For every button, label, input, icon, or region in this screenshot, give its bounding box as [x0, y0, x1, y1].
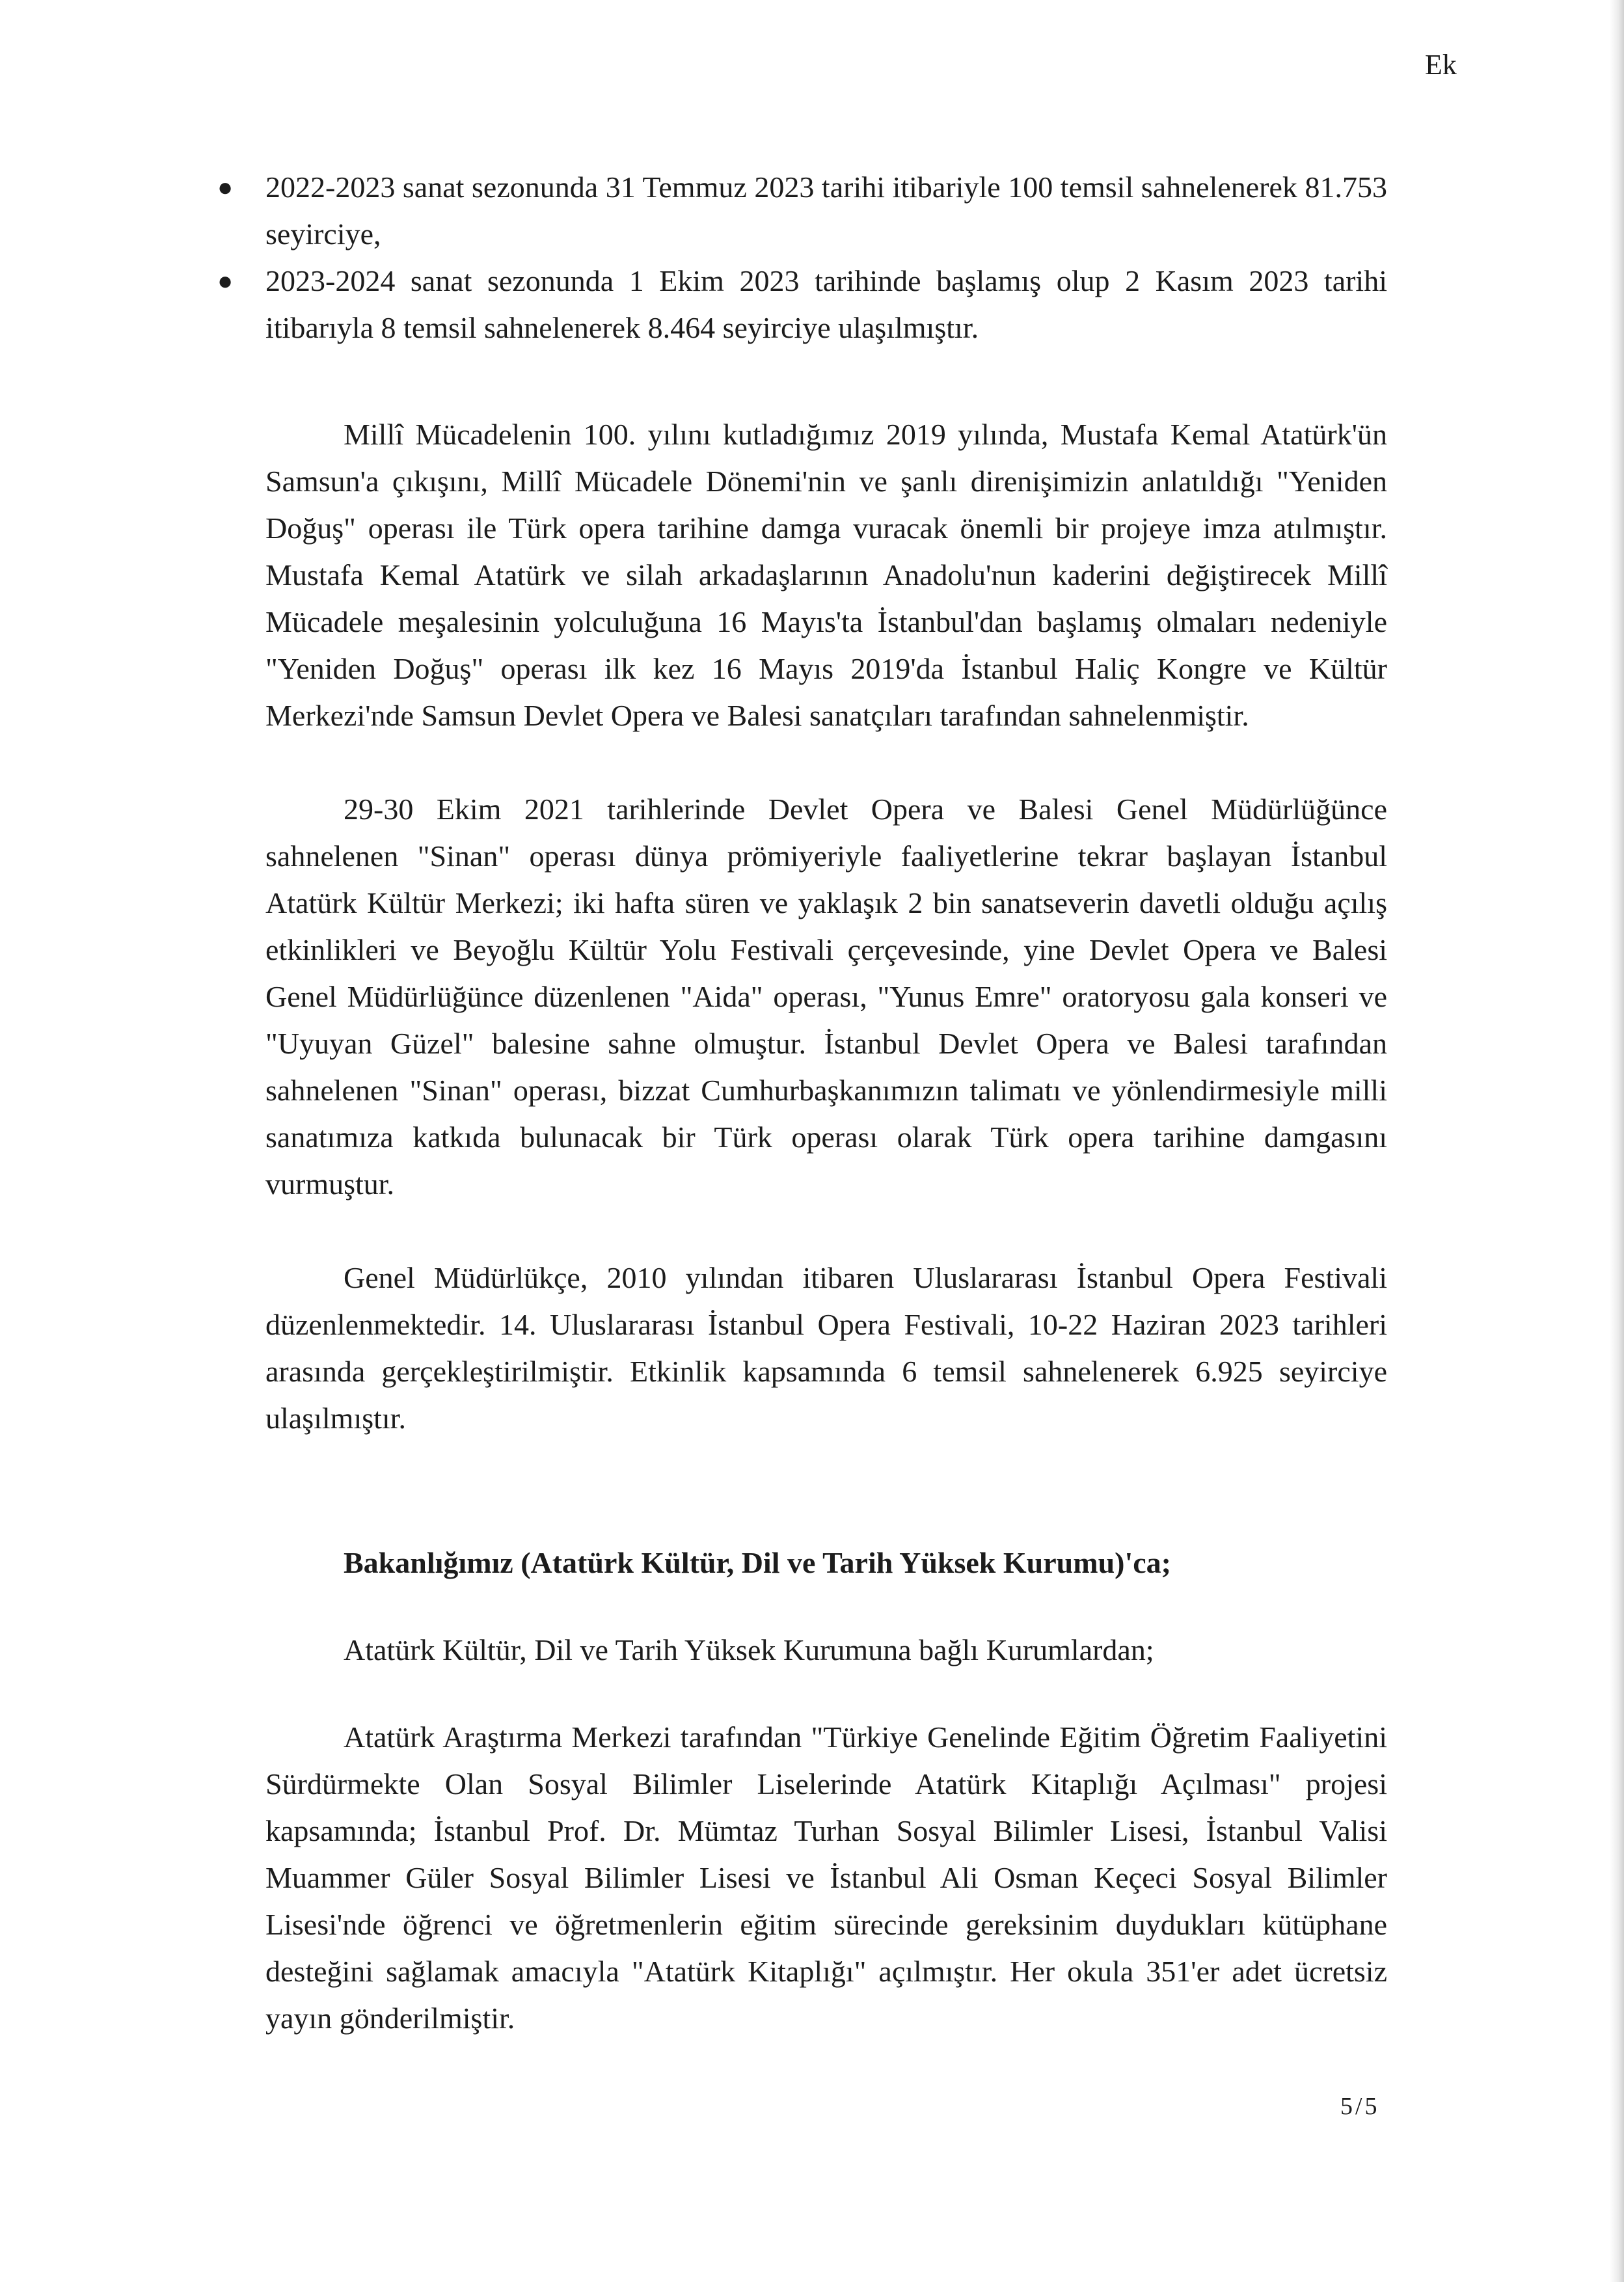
paragraph-yeniden-dogus: Millî Mücadelenin 100. yılını kutladığımız 2019 yılında, Mustafa Kemal Atatürk'ün Samsun'a çıkışını, Millî Mücadele Dönemi'nin ve şanlı direnişimizin anlatıldığı "Yeniden Doğuş" operası ile Türk opera tarihine damga vuracak önemli bir projeye imza atılmıştır. Mustafa Kemal Atatürk ve silah arkadaşlarının Anadolu'nun kaderini değiştirecek Millî Mücadele meşalesinin yolculuğuna 16 Mayıs'ta İstanbul'dan başlamış olmaları nedeniyle "Yeniden Doğuş" operası ilk kez 16 Mayıs 2019'da İstanbul Haliç Kongre ve Kültür Merkezi'nde Samsun Devlet Opera ve Balesi sanatçıları tarafından sahnelenmiştir.	[265, 418, 1387, 732]
paragraph-sinan: 29-30 Ekim 2021 tarihlerinde Devlet Opera ve Balesi Genel Müdürlüğünce sahnelenen "Sinan" operası dünya prömiyeriyle faaliyetlerine tekrar başlayan İstanbul Atatürk Kültür Merkezi; iki hafta süren ve yaklaşık 2 bin sanatseverin davetli olduğu açılış etkinlikleri ve Beyoğlu Kültür Yolu Festivali çerçevesinde, yine Devlet Opera ve Balesi Genel Müdürlüğünce düzenlenen "Aida" operası, "Yunus Emre" oratoryosu gala konseri ve "Uyuyan Güzel" balesine sahne olmuştur. İstanbul Devlet Opera ve Balesi tarafından sahnelenen "Sinan" operası, bizzat Cumhurbaşkanımızın talimatı ve yönlendirmesiyle milli sanatımıza katkıda bulunacak bir Türk operası olarak Türk opera tarihine damgasını vurmuştur.	[265, 793, 1387, 1201]
bullet-item	[217, 164, 1387, 258]
paragraph-institutions: Atatürk Kültür, Dil ve Tarih Yüksek Kurumuna bağlı Kurumlardan;	[344, 1633, 1154, 1666]
page-number: 5/5	[1340, 2093, 1380, 2120]
paragraph-opera-festival: Genel Müdürlükçe, 2010 yılından itibaren Uluslararası İstanbul Opera Festivali düzenlenmektedir. 14. Uluslararası İstanbul Opera Festivali, 10-22 Haziran 2023 tarihleri arasında gerçekleştirilmiştir. Etkinlik kapsamında 6 temsil sahnelenerek 6.925 seyirciye ulaşılmıştır.	[265, 1261, 1387, 1435]
scan-edge-shadow	[1610, 0, 1624, 2282]
bullet-icon: ●	[217, 172, 234, 202]
paragraph-ataturk-library: Atatürk Araştırma Merkezi tarafından "Türkiye Genelinde Eğitim Öğretim Faaliyetini Sürdürmekte Olan Sosyal Bilimler Liselerinde Atatürk Kitaplığı Açılması" projesi kapsamında; İstanbul Prof. Dr. Mümtaz Turhan Sosyal Bilimler Lisesi, İstanbul Valisi Muammer Güler Sosyal Bilimler Lisesi ve İstanbul Ali Osman Keçeci Sosyal Bilimler Lisesi'nde öğrenci ve öğretmenlerin eğitim sürecinde gereksinim duydukları kütüphane desteğini sağlamak amacıyla "Atatürk Kitaplığı" açılmıştır. Her okula 351'er adet ücretsiz yayın gönderilmiştir.	[265, 1720, 1387, 2035]
bullet-icon: ●	[217, 266, 234, 295]
document-body	[217, 164, 1387, 2042]
bullet-list	[217, 164, 1387, 351]
section-heading: Bakanlığımız (Atatürk Kültür, Dil ve Tarih Yüksek Kurumu)'ca;	[344, 1546, 1171, 1579]
bullet-text: 2023-2024 sanat sezonunda 1 Ekim 2023 tarihinde başlamış olup 2 Kasım 2023 tarihi itibarıyla 8 temsil sahnelenerek 8.464 seyirciye ulaşılmıştır.	[265, 264, 1387, 344]
bullet-item	[217, 258, 1387, 351]
annex-label: Ek	[1425, 49, 1457, 81]
bullet-text: 2022-2023 sanat sezonunda 31 Temmuz 2023 tarihi itibariyle 100 temsil sahnelenerek 81.753 seyirciye,	[265, 170, 1387, 251]
